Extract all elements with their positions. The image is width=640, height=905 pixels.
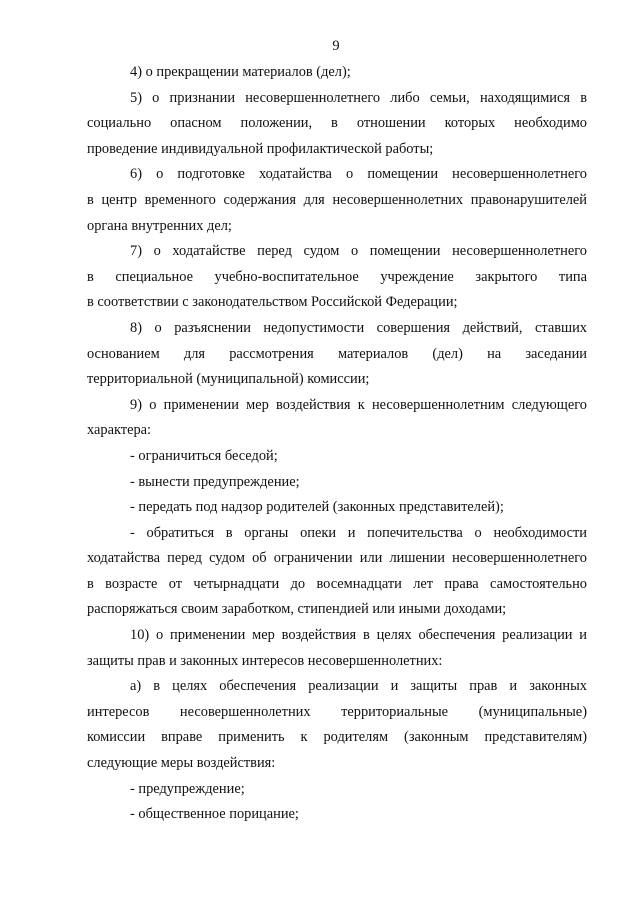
page-number: 9 xyxy=(332,38,340,54)
text-line: в возрасте от четырнадцати до восемнадцати лет права самостоятельно xyxy=(87,575,587,592)
text-line: - предупреждение; xyxy=(130,780,245,797)
document-body xyxy=(87,60,587,828)
text-line: органа внутренних дел; xyxy=(87,217,232,234)
text-line: а) в целях обеспечения реализации и защиты прав и законных xyxy=(130,678,587,695)
text-line: 7) о ходатайстве перед судом о помещении несовершеннолетнего xyxy=(130,243,587,260)
text-line: проведение индивидуальной профилактической работы; xyxy=(87,140,434,157)
text-line: 10) о применении мер воздействия в целях обеспечения реализации и xyxy=(130,627,587,644)
text-line: - ограничиться беседой; xyxy=(130,447,278,464)
text-line: в центр временного содержания для несовершеннолетних правонарушителей xyxy=(87,191,587,208)
text-line: 9) о применении мер воздействия к несовершеннолетним следующего xyxy=(130,396,587,413)
text-line: в соответствии с законодательством Российской Федерации; xyxy=(87,294,458,311)
text-line: интересов несовершеннолетних территориальные (муниципальные) xyxy=(87,703,587,720)
text-line: в специальное учебно-воспитательное учреждение закрытого типа xyxy=(87,268,587,285)
text-line: - вынести предупреждение; xyxy=(130,473,300,490)
text-line: основанием для рассмотрения материалов (дел) на заседании xyxy=(87,345,587,362)
text-line: - обратиться в органы опеки и попечительства о необходимости xyxy=(130,524,587,541)
text-line: ходатайства перед судом об ограничении или лишении несовершеннолетнего xyxy=(87,550,587,567)
text-line: - передать под надзор родителей (законных представителей); xyxy=(130,499,504,516)
text-line: - общественное порицание; xyxy=(130,806,299,823)
text-line: 5) о признании несовершеннолетнего либо семьи, находящимися в xyxy=(130,89,587,106)
text-line: территориальной (муниципальной) комиссии; xyxy=(87,371,370,388)
text-line: следующие меры воздействия: xyxy=(87,755,276,772)
text-line: комиссии вправе применить к родителям (законным представителям) xyxy=(87,729,587,746)
text-line: 6) о подготовке ходатайства о помещении несовершеннолетнего xyxy=(130,166,587,183)
text-line: социально опасном положении, в отношении которых необходимо xyxy=(87,115,587,132)
text-line: 4) о прекращении материалов (дел); xyxy=(130,64,351,80)
text-line: защиты прав и законных интересов несовершеннолетних: xyxy=(87,652,443,669)
text-line: распоряжаться своим заработком, стипендией или иными доходами; xyxy=(87,601,507,618)
text-line: 8) о разъяснении недопустимости совершения действий, ставших xyxy=(130,319,587,336)
text-line: характера: xyxy=(87,422,152,439)
